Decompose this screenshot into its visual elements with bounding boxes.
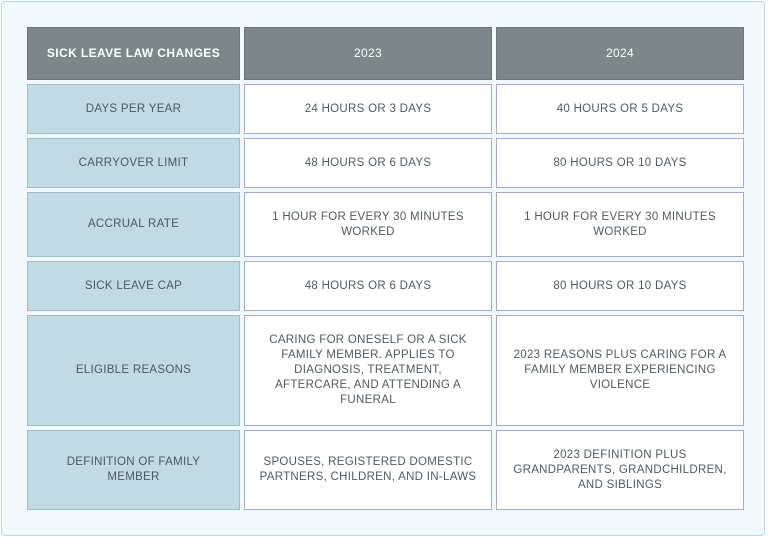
row-label-family-member: DEFINITION OF FAMILY MEMBER — [27, 430, 240, 510]
sick-leave-table — [27, 27, 744, 510]
cell-2024-eligible-reasons: 2023 REASONS PLUS CARING FOR A FAMILY MEMBER EXPERIENCING VIOLENCE — [496, 315, 744, 426]
cell-2024-accrual-rate: 1 HOUR FOR EVERY 30 MINUTES WORKED — [496, 192, 744, 257]
infographic-frame — [1, 1, 765, 536]
row-label-accrual-rate: ACCRUAL RATE — [27, 192, 240, 257]
cell-2024-family-member: 2023 DEFINITION PLUS GRANDPARENTS, GRANDCHILDREN, AND SIBLINGS — [496, 430, 744, 510]
row-label-eligible-reasons: ELIGIBLE REASONS — [27, 315, 240, 426]
header-topic: SICK LEAVE LAW CHANGES — [27, 27, 240, 80]
cell-2023-accrual-rate: 1 HOUR FOR EVERY 30 MINUTES WORKED — [244, 192, 492, 257]
header-2024: 2024 — [496, 27, 744, 80]
row-label-sick-leave-cap: SICK LEAVE CAP — [27, 261, 240, 311]
row-label-carryover-limit: CARRYOVER LIMIT — [27, 138, 240, 188]
cell-2023-carryover-limit: 48 HOURS OR 6 DAYS — [244, 138, 492, 188]
header-2023: 2023 — [244, 27, 492, 80]
cell-2024-days-per-year: 40 HOURS OR 5 DAYS — [496, 84, 744, 134]
cell-2023-sick-leave-cap: 48 HOURS OR 6 DAYS — [244, 261, 492, 311]
cell-2023-family-member: SPOUSES, REGISTERED DOMESTIC PARTNERS, CHILDREN, AND IN-LAWS — [244, 430, 492, 510]
cell-2024-sick-leave-cap: 80 HOURS OR 10 DAYS — [496, 261, 744, 311]
cell-2024-carryover-limit: 80 HOURS OR 10 DAYS — [496, 138, 744, 188]
row-label-days-per-year: DAYS PER YEAR — [27, 84, 240, 134]
cell-2023-eligible-reasons: CARING FOR ONESELF OR A SICK FAMILY MEMBER. APPLIES TO DIAGNOSIS, TREATMENT, AFTERCARE, AND ATTENDING A FUNERAL — [244, 315, 492, 426]
cell-2023-days-per-year: 24 HOURS OR 3 DAYS — [244, 84, 492, 134]
